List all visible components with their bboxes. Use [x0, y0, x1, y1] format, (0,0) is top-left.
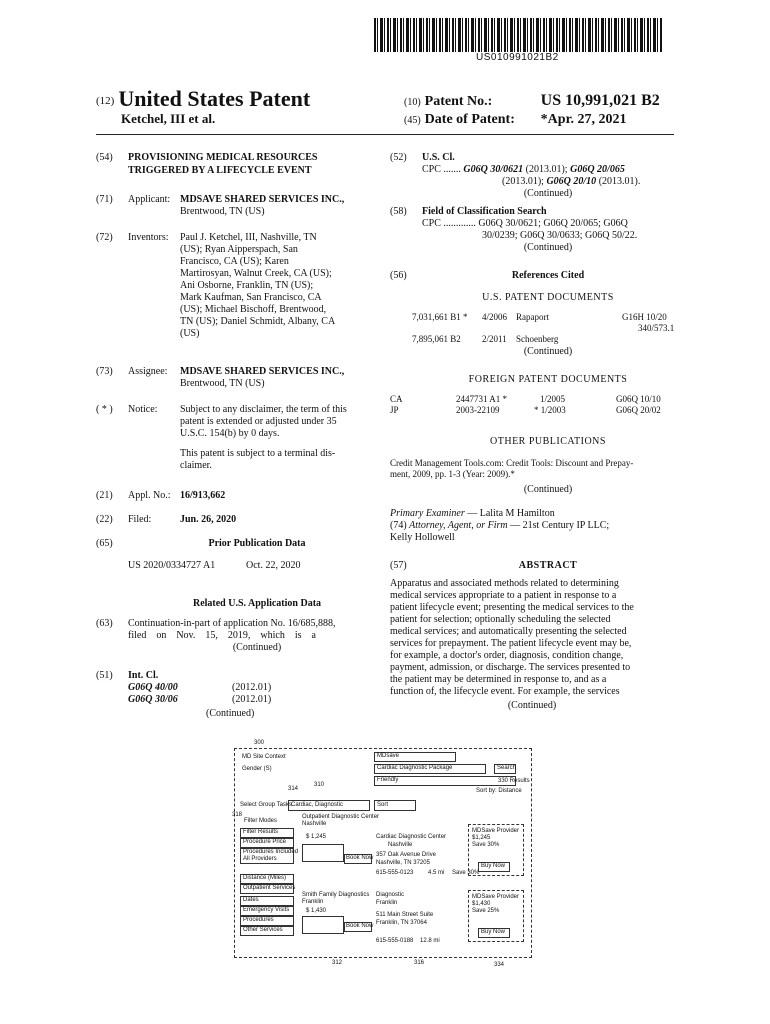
figure-text: Filter Modes — [244, 818, 278, 824]
date-label: Date of Patent: — [424, 112, 515, 127]
inventors-line: (US); Ryan Aipperspach, San — [180, 244, 298, 255]
cpc-line2 — [502, 176, 640, 188]
cpc-line1 — [422, 164, 625, 176]
kind-code: (12) — [96, 94, 115, 107]
notice-label: Notice: — [128, 404, 158, 415]
figure-text: Book Now — [346, 855, 374, 861]
figure-ref: 314 — [288, 786, 299, 792]
patent-no-code: (10) — [404, 97, 421, 108]
abstract-line: Apparatus and associated methods related to determining — [390, 578, 619, 589]
related-line: filed on Nov. 15, 2019, which is a — [128, 630, 316, 641]
filed-label: Filed: — [128, 514, 152, 525]
figure-text: Save 30% — [472, 842, 500, 848]
authors: Ketchel, III et al. — [121, 111, 216, 126]
date-code: (45) — [404, 115, 421, 126]
figure-ref: 310 — [314, 782, 325, 788]
inventors-line: Mark Kaufman, San Francisco, CA — [180, 292, 322, 303]
cpc-class: G06Q 30/0621 — [463, 164, 524, 175]
fordoc-date: * 1/2003 — [534, 405, 566, 415]
figure-text: Smith Family Diagnostics — [302, 892, 370, 898]
figure-text: Franklin — [302, 899, 324, 905]
assignee-location: Brentwood, TN (US) — [180, 378, 265, 389]
notice-line: This patent is subject to a terminal dis- — [180, 448, 336, 459]
assignee-code: (73) — [96, 366, 113, 377]
figure-text: All Providers — [243, 856, 277, 862]
figure-field — [374, 776, 516, 786]
figure-filter — [240, 906, 294, 916]
figure-filter — [240, 848, 299, 864]
intcl-year: (2012.01) — [232, 694, 272, 705]
refs-code: (56) — [390, 270, 407, 281]
notice-line: claimer. — [180, 460, 212, 471]
inventors-code: (72) — [96, 232, 113, 243]
usdoc-name: Rapaport — [516, 312, 549, 322]
cpc-year: (2013.01); — [502, 176, 544, 187]
figure-text: $1,430 — [472, 901, 491, 907]
figure-text: Book Now — [346, 923, 374, 929]
intcl-code: (51) — [96, 670, 113, 681]
intcl-class: G06Q 30/06 — [128, 694, 178, 705]
cpc-label: CPC ....... — [422, 164, 461, 175]
applicant-code: (71) — [96, 194, 113, 205]
abstract-code: (57) — [390, 560, 407, 571]
field-line: CPC ............. G06Q 30/0621; G06Q 20/065; G06Q — [422, 218, 628, 229]
other-pubs-continued: (Continued) — [523, 484, 573, 495]
figure-text: Save 30% — [452, 870, 480, 876]
uscl-label: U.S. Cl. — [422, 152, 455, 163]
figure-text: Nashville, TN 37205 — [376, 860, 430, 866]
abstract-line: function of, the lifecycle event. For example, the services — [390, 686, 620, 697]
figure-text: 615-555-0188 — [376, 938, 414, 944]
patent-figure — [228, 740, 538, 972]
cpc-class: G06Q 20/10 — [546, 176, 597, 187]
figure-text: 511 Main Street Suite — [376, 912, 434, 918]
abstract-continued: (Continued) — [507, 700, 557, 711]
figure-button — [344, 854, 372, 864]
figure-text: Dates — [243, 897, 259, 903]
abstract-line: patient for selection; optionally scheduling the selected — [390, 614, 611, 625]
uscl-code: (52) — [390, 152, 407, 163]
prior-pub-title: Prior Publication Data — [208, 538, 306, 549]
related-continued: (Continued) — [232, 642, 282, 653]
related-title: Related U.S. Application Data — [192, 598, 322, 609]
fordoc-class: G06Q 10/10 — [616, 394, 661, 404]
uscl-continued: (Continued) — [523, 188, 573, 199]
cpc-year: (2013.01); — [525, 164, 568, 175]
figure-text: Sort — [377, 802, 389, 808]
figure-filter — [240, 896, 294, 906]
figure-button — [478, 862, 510, 872]
notice-code: ( * ) — [96, 404, 113, 415]
inventors-line: Martirosyan, Walnut Creek, CA (US); — [180, 268, 332, 279]
examiner-label: Primary Examiner — [390, 508, 465, 519]
figure-ref: 318 — [232, 812, 243, 818]
abstract-line: services for prepayment. The patient lifecycle event may be, — [390, 638, 632, 649]
figure-text: Filter Results — [243, 829, 279, 835]
usdoc-class: 340/573.1 — [638, 323, 675, 333]
filed-date: Jun. 26, 2020 — [180, 514, 237, 525]
filed-code: (22) — [96, 514, 113, 525]
appl-number: 16/913,662 — [180, 490, 226, 501]
prior-pub-date: Oct. 22, 2020 — [246, 560, 301, 571]
figure-button — [344, 922, 372, 932]
usdocs-title: U.S. PATENT DOCUMENTS — [482, 292, 614, 303]
inventors-label: Inventors: — [128, 232, 169, 243]
notice-line: patent is extended or adjusted under 35 — [180, 416, 337, 427]
figure-text: $1,245 — [472, 835, 491, 841]
abstract-line: the patient may be determined in response to, and as a — [390, 674, 607, 685]
title-code: (54) — [96, 152, 113, 163]
figure-subheader: Gender (S) — [242, 766, 272, 772]
notice-line: U.S.C. 154(b) by 0 days. — [180, 428, 280, 439]
patent-date: *Apr. 27, 2021 — [540, 112, 627, 127]
figure-header: MD Site Context — [242, 754, 286, 760]
usdoc-name: Schoenberg — [516, 334, 559, 344]
figure-filter — [240, 874, 294, 884]
abstract-line: payment, admission, or discharge. The services presented to — [390, 662, 631, 673]
patent-date-row — [404, 112, 627, 128]
fordoc-country: CA — [390, 394, 403, 404]
figure-text: Friendly — [377, 777, 399, 783]
attorney-label: Attorney, Agent, or Firm — [409, 520, 508, 531]
figure-ref: 334 — [494, 962, 505, 968]
appl-code: (21) — [96, 490, 113, 501]
intcl-continued: (Continued) — [206, 708, 255, 719]
fordocs-title: FOREIGN PATENT DOCUMENTS — [468, 374, 628, 385]
figure-text: Procedure Price — [243, 839, 287, 845]
figure-thumb — [302, 844, 344, 862]
figure-text: $ 1,245 — [306, 834, 327, 840]
abstract-line: for example, a doctor's order, diagnosis, condition change, — [390, 650, 624, 661]
cpc-year: (2013.01). — [598, 176, 641, 187]
invention-title-line2: TRIGGERED BY A LIFECYCLE EVENT — [128, 165, 312, 176]
figure-ref: 300 — [254, 740, 265, 746]
figure-text: 12.8 mi — [420, 938, 440, 944]
left-column — [96, 152, 386, 732]
usdoc-number: 7,895,061 B2 — [412, 334, 461, 344]
figure-text: Franklin — [376, 900, 398, 906]
examiner-name: — Lalita M Hamilton — [467, 508, 555, 519]
figure-text: Buy Now — [481, 929, 506, 935]
figure-text: Franklin, TN 37064 — [376, 920, 427, 926]
applicant-location: Brentwood, TN (US) — [180, 206, 265, 217]
figure-text: 357 Oak Avenue Drive — [376, 852, 436, 858]
figure-text: Select Group Tasks — [240, 802, 292, 808]
inventors-line: Paul J. Ketchel, III, Nashville, TN — [180, 232, 317, 243]
figure-button — [494, 764, 516, 774]
figure-text: $ 1,430 — [306, 908, 327, 914]
figure-text: Procedures Included — [243, 849, 299, 855]
other-pub-line: ment, 2009, pp. 1-3 (Year: 2009).* — [390, 469, 515, 479]
attorney-line — [390, 520, 609, 532]
figure-field — [374, 764, 486, 774]
figure-text: 615-555-0123 — [376, 870, 414, 876]
fordoc-class: G06Q 20/02 — [616, 405, 661, 415]
usdoc-date: 2/2011 — [482, 334, 507, 344]
abstract-line: medical services; and automatically presenting the selected — [390, 626, 627, 637]
related-code: (63) — [96, 618, 113, 629]
other-pub-line: Credit Management Tools.com: Credit Tools: Discount and Prepay- — [390, 458, 634, 468]
intcl-class: G06Q 40/00 — [128, 682, 178, 693]
figure-text: 330 Results — [498, 778, 530, 784]
appl-label: Appl. No.: — [128, 490, 171, 501]
figure-text: MDSave Provider — [472, 894, 520, 900]
right-column — [390, 152, 674, 732]
patent-number: US 10,991,021 B2 — [540, 92, 660, 109]
examiner-line — [390, 508, 555, 520]
notice-line: Subject to any disclaimer, the term of this — [180, 404, 347, 415]
figure-text: Procedures — [243, 917, 274, 923]
figure-text: Emergency Visits — [243, 907, 290, 913]
cpc-class: G06Q 20/065 — [570, 164, 625, 175]
refs-title: References Cited — [511, 270, 585, 281]
field-label: Field of Classification Search — [422, 206, 547, 217]
figure-text: Save 25% — [472, 908, 500, 914]
figure-filter — [240, 926, 294, 936]
inventors-line: TN (US); Daniel Schmidt, Albany, CA — [180, 316, 336, 327]
inventors-line: Ani Osborne, Franklin, TN (US); — [180, 280, 314, 291]
figure-text: Sort by: Distance — [476, 788, 522, 794]
figure-filter — [240, 838, 294, 848]
figure-field — [374, 800, 416, 811]
other-pubs-title: OTHER PUBLICATIONS — [490, 436, 606, 447]
prior-pub-number: US 2020/0334727 A1 — [128, 560, 216, 571]
abstract-line: medical services appropriate to a patient in response to a — [390, 590, 617, 601]
patent-title: United States Patent — [118, 86, 311, 111]
figure-text: Outpatient Diagnostic Center — [302, 814, 380, 820]
applicant-name: MDSAVE SHARED SERVICES INC., — [180, 194, 345, 205]
figure-text: Other Services — [243, 927, 283, 933]
fordoc-number: 2003-22109 — [456, 405, 500, 415]
barcode — [374, 18, 662, 52]
attorney-name2: Kelly Hollowell — [390, 532, 455, 543]
prior-code: (65) — [96, 538, 113, 549]
field-continued: (Continued) — [523, 242, 573, 253]
figure-filter — [240, 916, 294, 926]
figure-text: Nashville — [302, 821, 327, 827]
abstract-line: patient lifecycle event; presenting the medical services to the — [390, 602, 634, 613]
figure-text: Distance (Miles) — [243, 875, 287, 881]
patent-number-row — [404, 92, 660, 110]
inventors-line: (US) — [180, 328, 200, 339]
figure-button — [478, 928, 510, 938]
abstract-title: ABSTRACT — [518, 560, 578, 571]
attorney-name: — 21st Century IP LLC; — [510, 520, 610, 531]
figure-text: 4.5 mi — [428, 870, 445, 876]
patent-no-label: Patent No.: — [424, 94, 493, 109]
usdoc-date: 4/2006 — [482, 312, 508, 322]
fordoc-number: 2447731 A1 * — [456, 394, 508, 404]
attorney-code: (74) — [390, 520, 407, 531]
header-divider — [96, 134, 674, 135]
assignee-name: MDSAVE SHARED SERVICES INC., — [180, 366, 345, 377]
field-line: 30/0239; G06Q 30/0633; G06Q 50/22. — [482, 230, 638, 241]
figure-text: Cardiac Diagnostic Center — [376, 834, 447, 840]
figure-ref: 316 — [414, 960, 425, 966]
applicant-label: Applicant: — [128, 194, 171, 205]
related-line: Continuation-in-part of application No. 16/685,888, — [128, 618, 336, 629]
figure-thumb — [302, 916, 344, 934]
figure-text: Cardiac, Diagnostic — [291, 802, 344, 808]
figure-text: Diagnostic — [376, 892, 405, 898]
intcl-label: Int. Cl. — [128, 670, 159, 681]
figure-filter — [240, 884, 294, 894]
figure-text: Buy Now — [481, 863, 506, 869]
figure-text: Search — [497, 765, 517, 771]
figure-text: Outpatient Services — [243, 885, 296, 891]
inventors-line: Francisco, CA (US); Karen — [180, 256, 289, 267]
inventors-line: (US); Michael Bischoff, Brentwood, — [180, 304, 327, 315]
figure-text: Nashville — [388, 842, 413, 848]
figure-text: MDsave — [377, 753, 400, 759]
field-code: (58) — [390, 206, 407, 217]
figure-filter — [240, 828, 294, 838]
fordoc-date: 1/2005 — [540, 394, 566, 404]
intcl-year: (2012.01) — [232, 682, 272, 693]
figure-text: MDSave Provider — [472, 828, 520, 834]
usdoc-class: G16H 10/20 — [622, 312, 667, 322]
figure-field — [374, 752, 456, 762]
fordoc-country: JP — [390, 405, 399, 415]
patent-header-title — [96, 86, 310, 112]
usdoc-number: 7,031,661 B1 * — [412, 312, 468, 322]
assignee-label: Assignee: — [128, 366, 168, 377]
figure-ref: 312 — [332, 960, 343, 966]
figure-text: Cardiac Diagnostic Package — [377, 765, 453, 771]
figure-field — [288, 800, 370, 811]
barcode-number: US010991021B2 — [476, 52, 559, 63]
usdocs-continued: (Continued) — [523, 346, 573, 357]
invention-title-line1: PROVISIONING MEDICAL RESOURCES — [128, 152, 318, 163]
